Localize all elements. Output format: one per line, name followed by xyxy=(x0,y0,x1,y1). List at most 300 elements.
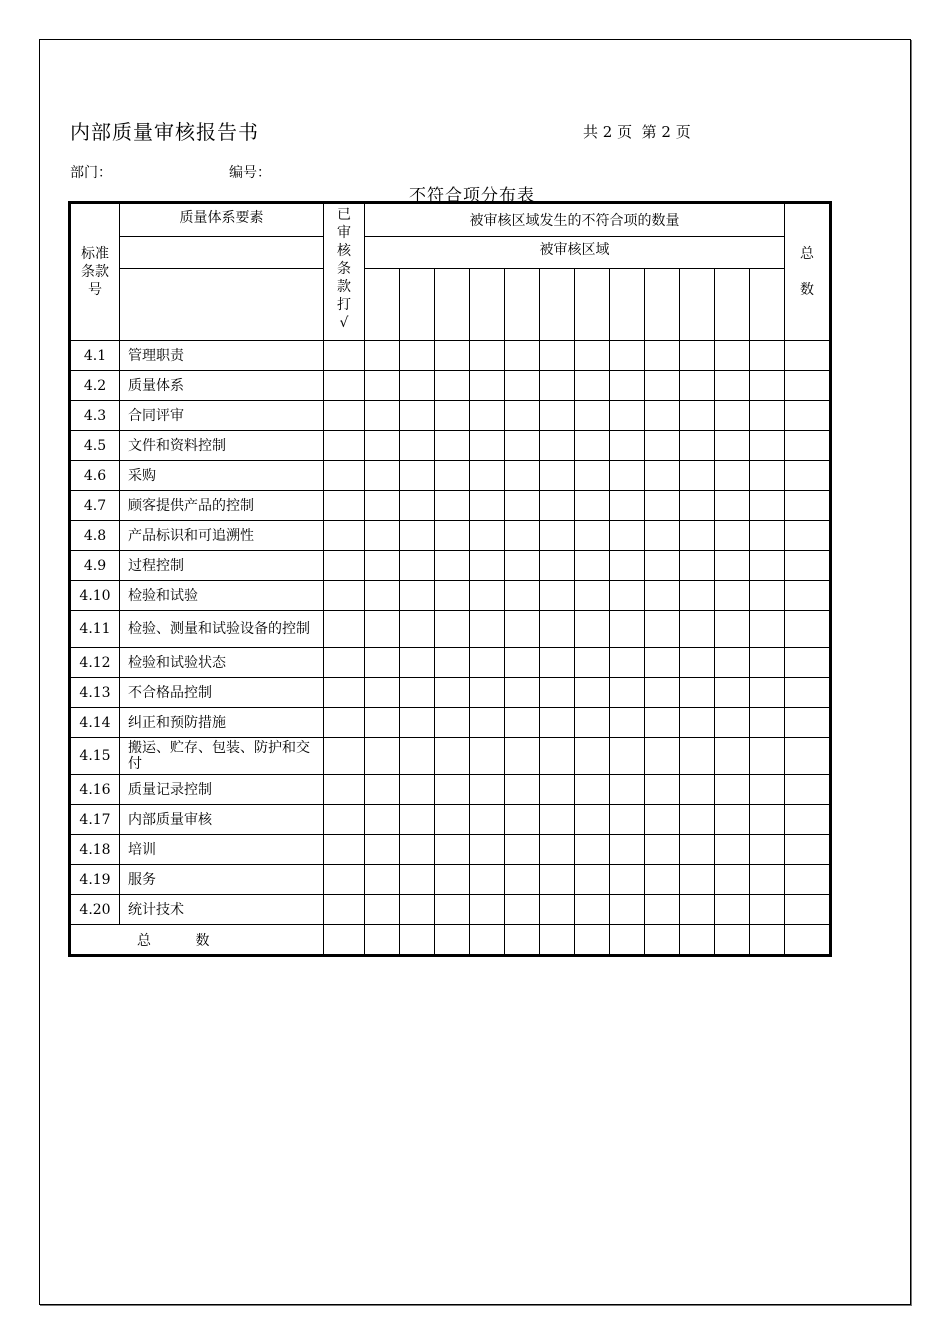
area-count-cell[interactable] xyxy=(505,401,540,431)
area-count-cell[interactable] xyxy=(680,341,715,371)
area-count-cell[interactable] xyxy=(715,581,750,611)
area-count-cell[interactable] xyxy=(610,648,645,678)
clause-cell: 4.20 xyxy=(70,895,120,925)
audited-cell[interactable] xyxy=(324,775,365,805)
area-count-cell[interactable] xyxy=(540,341,575,371)
element-cell: 顾客提供产品的控制 xyxy=(120,491,324,521)
area-count-cell[interactable] xyxy=(680,775,715,805)
area-count-cell[interactable] xyxy=(365,611,400,648)
total-value-cell[interactable] xyxy=(470,925,505,956)
total-cell[interactable] xyxy=(785,521,831,551)
area-count-cell[interactable] xyxy=(505,461,540,491)
area-count-cell[interactable] xyxy=(540,775,575,805)
area-count-cell[interactable] xyxy=(575,401,610,431)
area-cell[interactable] xyxy=(435,269,470,341)
area-count-cell[interactable] xyxy=(575,865,610,895)
audited-cell[interactable] xyxy=(324,835,365,865)
area-count-cell[interactable] xyxy=(470,895,505,925)
area-count-cell[interactable] xyxy=(575,431,610,461)
area-count-cell[interactable] xyxy=(540,678,575,708)
area-count-cell[interactable] xyxy=(505,648,540,678)
area-count-cell[interactable] xyxy=(610,401,645,431)
area-count-cell[interactable] xyxy=(505,865,540,895)
area-count-cell[interactable] xyxy=(505,835,540,865)
area-count-cell[interactable] xyxy=(505,708,540,738)
area-count-cell[interactable] xyxy=(750,581,785,611)
area-count-cell[interactable] xyxy=(505,371,540,401)
area-count-cell[interactable] xyxy=(680,865,715,895)
area-count-cell[interactable] xyxy=(365,865,400,895)
area-count-cell[interactable] xyxy=(540,648,575,678)
area-count-cell[interactable] xyxy=(750,805,785,835)
header-element-blank-2[interactable] xyxy=(120,269,324,341)
area-count-cell[interactable] xyxy=(750,341,785,371)
area-count-cell[interactable] xyxy=(610,551,645,581)
area-cell[interactable] xyxy=(365,269,400,341)
area-count-cell[interactable] xyxy=(435,708,470,738)
area-count-cell[interactable] xyxy=(610,895,645,925)
area-count-cell[interactable] xyxy=(610,431,645,461)
total-cell[interactable] xyxy=(785,401,831,431)
total-cell[interactable] xyxy=(785,805,831,835)
area-count-cell[interactable] xyxy=(505,678,540,708)
area-cell[interactable] xyxy=(470,269,505,341)
area-count-cell[interactable] xyxy=(680,491,715,521)
area-count-cell[interactable] xyxy=(645,708,680,738)
area-count-cell[interactable] xyxy=(400,648,435,678)
area-count-cell[interactable] xyxy=(470,835,505,865)
area-count-cell[interactable] xyxy=(400,775,435,805)
area-count-cell[interactable] xyxy=(435,551,470,581)
area-cell[interactable] xyxy=(575,269,610,341)
area-count-cell[interactable] xyxy=(680,401,715,431)
area-cell[interactable] xyxy=(540,269,575,341)
audited-cell[interactable] xyxy=(324,491,365,521)
audited-cell[interactable] xyxy=(324,738,365,775)
area-count-cell[interactable] xyxy=(610,738,645,775)
area-count-cell[interactable] xyxy=(435,611,470,648)
area-count-cell[interactable] xyxy=(680,461,715,491)
audited-cell[interactable] xyxy=(324,521,365,551)
area-count-cell[interactable] xyxy=(750,401,785,431)
area-count-cell[interactable] xyxy=(435,835,470,865)
header-element-blank[interactable] xyxy=(120,237,324,269)
area-count-cell[interactable] xyxy=(400,865,435,895)
area-count-cell[interactable] xyxy=(680,521,715,551)
area-count-cell[interactable] xyxy=(470,678,505,708)
area-cell[interactable] xyxy=(610,269,645,341)
total-cell[interactable] xyxy=(785,491,831,521)
area-count-cell[interactable] xyxy=(575,581,610,611)
audited-cell[interactable] xyxy=(324,678,365,708)
area-count-cell[interactable] xyxy=(645,581,680,611)
total-value-cell[interactable] xyxy=(505,925,540,956)
area-count-cell[interactable] xyxy=(540,461,575,491)
total-value-cell[interactable] xyxy=(750,925,785,956)
audited-cell[interactable] xyxy=(324,708,365,738)
area-count-cell[interactable] xyxy=(680,648,715,678)
area-count-cell[interactable] xyxy=(470,611,505,648)
area-count-cell[interactable] xyxy=(610,678,645,708)
area-count-cell[interactable] xyxy=(645,865,680,895)
area-count-cell[interactable] xyxy=(680,581,715,611)
area-count-cell[interactable] xyxy=(540,401,575,431)
area-count-cell[interactable] xyxy=(680,431,715,461)
area-count-cell[interactable] xyxy=(400,738,435,775)
area-count-cell[interactable] xyxy=(645,461,680,491)
area-count-cell[interactable] xyxy=(470,581,505,611)
area-count-cell[interactable] xyxy=(715,865,750,895)
area-count-cell[interactable] xyxy=(575,521,610,551)
area-count-cell[interactable] xyxy=(750,895,785,925)
area-count-cell[interactable] xyxy=(680,371,715,401)
area-count-cell[interactable] xyxy=(715,341,750,371)
area-count-cell[interactable] xyxy=(435,805,470,835)
audited-cell[interactable] xyxy=(324,401,365,431)
area-count-cell[interactable] xyxy=(470,708,505,738)
area-count-cell[interactable] xyxy=(540,551,575,581)
total-cell[interactable] xyxy=(785,371,831,401)
area-count-cell[interactable] xyxy=(680,708,715,738)
table-row xyxy=(70,581,831,611)
area-cell[interactable] xyxy=(505,269,540,341)
area-count-cell[interactable] xyxy=(715,521,750,551)
area-count-cell[interactable] xyxy=(645,521,680,551)
area-count-cell[interactable] xyxy=(470,491,505,521)
area-count-cell[interactable] xyxy=(365,805,400,835)
area-count-cell[interactable] xyxy=(435,521,470,551)
area-count-cell[interactable] xyxy=(435,581,470,611)
area-count-cell[interactable] xyxy=(610,805,645,835)
audited-cell[interactable] xyxy=(324,431,365,461)
area-count-cell[interactable] xyxy=(750,431,785,461)
area-count-cell[interactable] xyxy=(365,551,400,581)
total-cell[interactable] xyxy=(785,551,831,581)
area-count-cell[interactable] xyxy=(470,865,505,895)
area-count-cell[interactable] xyxy=(645,805,680,835)
area-count-cell[interactable] xyxy=(505,431,540,461)
area-count-cell[interactable] xyxy=(680,805,715,835)
area-count-cell[interactable] xyxy=(540,895,575,925)
audited-cell[interactable] xyxy=(324,341,365,371)
total-value-cell[interactable] xyxy=(680,925,715,956)
audited-cell[interactable] xyxy=(324,611,365,648)
area-count-cell[interactable] xyxy=(575,678,610,708)
area-count-cell[interactable] xyxy=(715,491,750,521)
area-count-cell[interactable] xyxy=(470,401,505,431)
area-count-cell[interactable] xyxy=(400,835,435,865)
area-count-cell[interactable] xyxy=(715,738,750,775)
table-row xyxy=(70,551,831,581)
area-count-cell[interactable] xyxy=(715,551,750,581)
area-count-cell[interactable] xyxy=(470,805,505,835)
area-count-cell[interactable] xyxy=(470,738,505,775)
audited-cell[interactable] xyxy=(324,551,365,581)
area-count-cell[interactable] xyxy=(540,521,575,551)
area-count-cell[interactable] xyxy=(610,581,645,611)
area-count-cell[interactable] xyxy=(435,648,470,678)
total-cell[interactable] xyxy=(785,775,831,805)
area-count-cell[interactable] xyxy=(435,491,470,521)
area-count-cell[interactable] xyxy=(435,775,470,805)
area-count-cell[interactable] xyxy=(435,461,470,491)
area-count-cell[interactable] xyxy=(715,835,750,865)
area-count-cell[interactable] xyxy=(435,341,470,371)
area-count-cell[interactable] xyxy=(610,341,645,371)
total-cell[interactable] xyxy=(785,895,831,925)
area-count-cell[interactable] xyxy=(505,611,540,648)
audited-cell[interactable] xyxy=(324,461,365,491)
area-count-cell[interactable] xyxy=(575,835,610,865)
area-count-cell[interactable] xyxy=(470,775,505,805)
area-count-cell[interactable] xyxy=(400,805,435,835)
area-count-cell[interactable] xyxy=(575,895,610,925)
area-cell[interactable] xyxy=(715,269,750,341)
area-count-cell[interactable] xyxy=(470,551,505,581)
area-count-cell[interactable] xyxy=(750,491,785,521)
area-count-cell[interactable] xyxy=(750,865,785,895)
total-cell[interactable] xyxy=(785,708,831,738)
area-count-cell[interactable] xyxy=(400,551,435,581)
department-label: 部门： xyxy=(70,165,112,181)
area-count-cell[interactable] xyxy=(715,708,750,738)
area-count-cell[interactable] xyxy=(400,895,435,925)
area-count-cell[interactable] xyxy=(540,611,575,648)
area-count-cell[interactable] xyxy=(435,401,470,431)
area-count-cell[interactable] xyxy=(470,431,505,461)
area-count-cell[interactable] xyxy=(610,775,645,805)
area-count-cell[interactable] xyxy=(645,835,680,865)
total-cell[interactable] xyxy=(785,611,831,648)
area-count-cell[interactable] xyxy=(505,775,540,805)
total-cell[interactable] xyxy=(785,678,831,708)
area-count-cell[interactable] xyxy=(365,581,400,611)
area-count-cell[interactable] xyxy=(505,551,540,581)
area-count-cell[interactable] xyxy=(365,521,400,551)
area-count-cell[interactable] xyxy=(365,835,400,865)
area-count-cell[interactable] xyxy=(540,371,575,401)
area-count-cell[interactable] xyxy=(610,865,645,895)
area-count-cell[interactable] xyxy=(715,775,750,805)
area-count-cell[interactable] xyxy=(715,401,750,431)
area-count-cell[interactable] xyxy=(400,341,435,371)
total-cell[interactable] xyxy=(785,835,831,865)
area-count-cell[interactable] xyxy=(645,775,680,805)
area-count-cell[interactable] xyxy=(750,551,785,581)
area-count-cell[interactable] xyxy=(750,611,785,648)
area-count-cell[interactable] xyxy=(610,708,645,738)
area-count-cell[interactable] xyxy=(435,738,470,775)
area-count-cell[interactable] xyxy=(645,401,680,431)
area-count-cell[interactable] xyxy=(645,678,680,708)
area-count-cell[interactable] xyxy=(680,895,715,925)
total-value-cell[interactable] xyxy=(365,925,400,956)
area-count-cell[interactable] xyxy=(715,431,750,461)
area-count-cell[interactable] xyxy=(470,341,505,371)
area-count-cell[interactable] xyxy=(715,678,750,708)
area-count-cell[interactable] xyxy=(575,491,610,521)
area-count-cell[interactable] xyxy=(365,431,400,461)
total-value-cell[interactable] xyxy=(324,925,365,956)
area-cell[interactable] xyxy=(400,269,435,341)
area-cell[interactable] xyxy=(750,269,785,341)
total-cell[interactable] xyxy=(785,738,831,775)
total-value-cell[interactable] xyxy=(715,925,750,956)
area-count-cell[interactable] xyxy=(645,895,680,925)
area-count-cell[interactable] xyxy=(365,708,400,738)
total-cell[interactable] xyxy=(785,431,831,461)
area-count-cell[interactable] xyxy=(365,491,400,521)
area-count-cell[interactable] xyxy=(365,775,400,805)
area-count-cell[interactable] xyxy=(400,678,435,708)
area-count-cell[interactable] xyxy=(365,678,400,708)
total-cell[interactable] xyxy=(785,581,831,611)
area-count-cell[interactable] xyxy=(365,371,400,401)
area-count-cell[interactable] xyxy=(645,738,680,775)
area-count-cell[interactable] xyxy=(400,431,435,461)
area-count-cell[interactable] xyxy=(750,648,785,678)
area-count-cell[interactable] xyxy=(505,521,540,551)
area-count-cell[interactable] xyxy=(505,805,540,835)
area-count-cell[interactable] xyxy=(680,611,715,648)
area-count-cell[interactable] xyxy=(400,371,435,401)
total-cell[interactable] xyxy=(785,648,831,678)
total-cell[interactable] xyxy=(785,865,831,895)
area-count-cell[interactable] xyxy=(365,461,400,491)
area-count-cell[interactable] xyxy=(680,738,715,775)
area-count-cell[interactable] xyxy=(400,708,435,738)
area-count-cell[interactable] xyxy=(540,835,575,865)
area-count-cell[interactable] xyxy=(505,895,540,925)
area-count-cell[interactable] xyxy=(610,491,645,521)
area-count-cell[interactable] xyxy=(540,865,575,895)
area-count-cell[interactable] xyxy=(750,521,785,551)
area-count-cell[interactable] xyxy=(715,611,750,648)
area-count-cell[interactable] xyxy=(610,461,645,491)
area-count-cell[interactable] xyxy=(750,708,785,738)
total-cell[interactable] xyxy=(785,461,831,491)
area-count-cell[interactable] xyxy=(750,738,785,775)
area-count-cell[interactable] xyxy=(365,341,400,371)
area-count-cell[interactable] xyxy=(610,371,645,401)
total-value-cell[interactable] xyxy=(785,925,831,956)
area-cell[interactable] xyxy=(680,269,715,341)
area-count-cell[interactable] xyxy=(435,895,470,925)
total-value-cell[interactable] xyxy=(575,925,610,956)
area-count-cell[interactable] xyxy=(400,521,435,551)
area-count-cell[interactable] xyxy=(715,895,750,925)
area-count-cell[interactable] xyxy=(400,581,435,611)
area-count-cell[interactable] xyxy=(365,895,400,925)
area-count-cell[interactable] xyxy=(575,611,610,648)
area-count-cell[interactable] xyxy=(365,401,400,431)
total-value-cell[interactable] xyxy=(400,925,435,956)
area-count-cell[interactable] xyxy=(575,551,610,581)
area-count-cell[interactable] xyxy=(610,611,645,648)
area-count-cell[interactable] xyxy=(680,835,715,865)
area-count-cell[interactable] xyxy=(750,678,785,708)
area-count-cell[interactable] xyxy=(575,648,610,678)
total-value-cell[interactable] xyxy=(540,925,575,956)
area-count-cell[interactable] xyxy=(610,521,645,551)
area-count-cell[interactable] xyxy=(575,738,610,775)
area-count-cell[interactable] xyxy=(540,581,575,611)
area-count-cell[interactable] xyxy=(540,805,575,835)
area-count-cell[interactable] xyxy=(575,341,610,371)
area-count-cell[interactable] xyxy=(680,551,715,581)
audited-cell[interactable] xyxy=(324,581,365,611)
area-count-cell[interactable] xyxy=(435,431,470,461)
area-count-cell[interactable] xyxy=(540,431,575,461)
area-count-cell[interactable] xyxy=(540,708,575,738)
area-count-cell[interactable] xyxy=(470,461,505,491)
area-count-cell[interactable] xyxy=(750,371,785,401)
area-count-cell[interactable] xyxy=(505,738,540,775)
audited-cell[interactable] xyxy=(324,805,365,835)
area-count-cell[interactable] xyxy=(645,431,680,461)
total-value-cell[interactable] xyxy=(610,925,645,956)
area-count-cell[interactable] xyxy=(540,491,575,521)
area-count-cell[interactable] xyxy=(505,491,540,521)
area-count-cell[interactable] xyxy=(610,835,645,865)
total-value-cell[interactable] xyxy=(435,925,470,956)
area-count-cell[interactable] xyxy=(470,521,505,551)
area-count-cell[interactable] xyxy=(400,401,435,431)
area-count-cell[interactable] xyxy=(715,648,750,678)
area-count-cell[interactable] xyxy=(750,461,785,491)
area-count-cell[interactable] xyxy=(575,805,610,835)
area-count-cell[interactable] xyxy=(575,371,610,401)
area-count-cell[interactable] xyxy=(715,461,750,491)
area-count-cell[interactable] xyxy=(435,678,470,708)
total-value-cell[interactable] xyxy=(645,925,680,956)
area-count-cell[interactable] xyxy=(645,491,680,521)
area-count-cell[interactable] xyxy=(715,371,750,401)
audited-cell[interactable] xyxy=(324,371,365,401)
area-count-cell[interactable] xyxy=(750,835,785,865)
area-count-cell[interactable] xyxy=(680,678,715,708)
area-count-cell[interactable] xyxy=(750,775,785,805)
area-count-cell[interactable] xyxy=(645,611,680,648)
area-count-cell[interactable] xyxy=(575,775,610,805)
area-count-cell[interactable] xyxy=(645,341,680,371)
audited-cell[interactable] xyxy=(324,895,365,925)
total-cell[interactable] xyxy=(785,341,831,371)
area-count-cell[interactable] xyxy=(470,371,505,401)
area-count-cell[interactable] xyxy=(435,371,470,401)
area-count-cell[interactable] xyxy=(400,611,435,648)
area-count-cell[interactable] xyxy=(715,805,750,835)
area-count-cell[interactable] xyxy=(365,648,400,678)
area-count-cell[interactable] xyxy=(575,708,610,738)
area-count-cell[interactable] xyxy=(435,865,470,895)
area-cell[interactable] xyxy=(645,269,680,341)
area-count-cell[interactable] xyxy=(505,581,540,611)
area-count-cell[interactable] xyxy=(575,461,610,491)
audited-cell[interactable] xyxy=(324,648,365,678)
area-count-cell[interactable] xyxy=(365,738,400,775)
area-count-cell[interactable] xyxy=(645,551,680,581)
area-count-cell[interactable] xyxy=(505,341,540,371)
area-count-cell[interactable] xyxy=(645,648,680,678)
area-count-cell[interactable] xyxy=(645,371,680,401)
area-count-cell[interactable] xyxy=(400,491,435,521)
area-count-cell[interactable] xyxy=(540,738,575,775)
audited-cell[interactable] xyxy=(324,865,365,895)
area-count-cell[interactable] xyxy=(470,648,505,678)
table-row xyxy=(70,895,831,925)
area-count-cell[interactable] xyxy=(400,461,435,491)
